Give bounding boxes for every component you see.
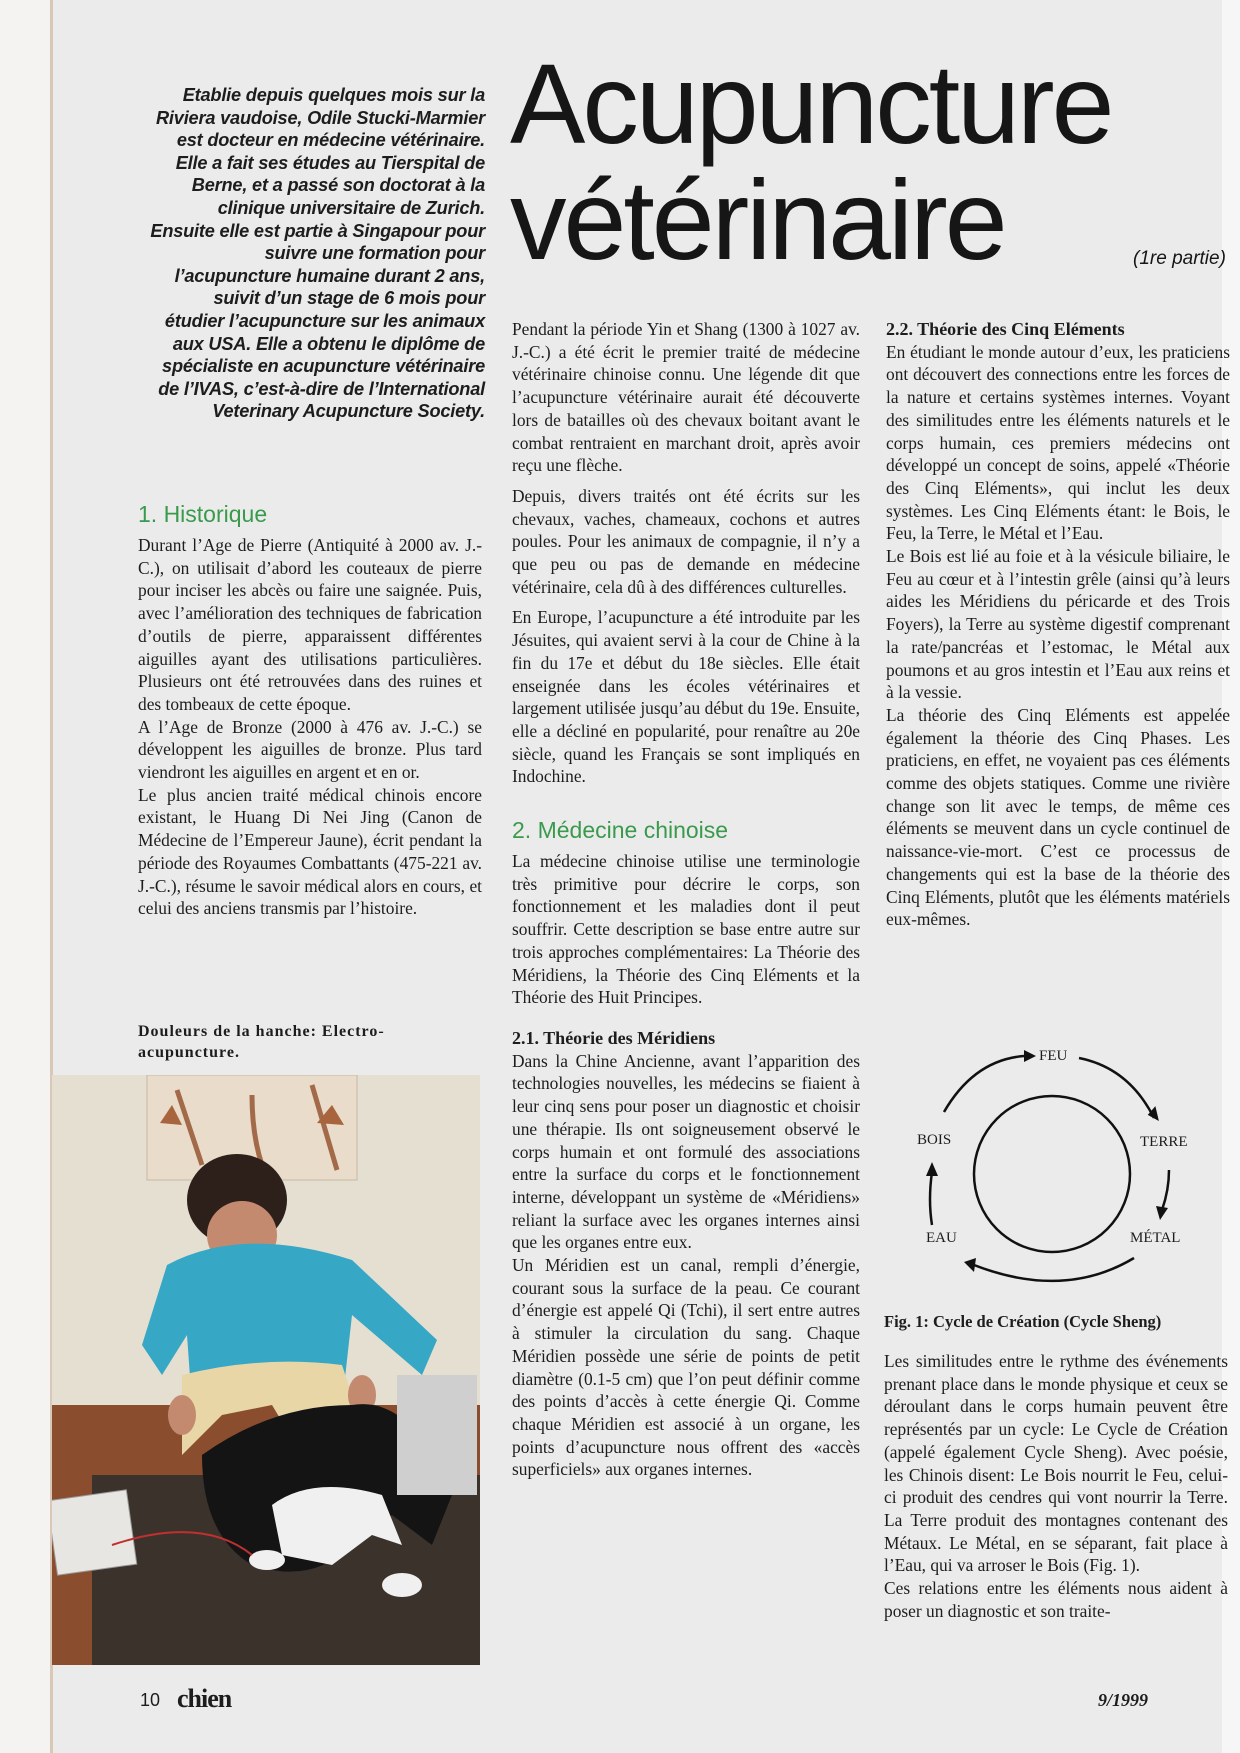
paragraph: Un Méridien est un canal, rempli d’énergie, courant sous la surface de la peau. Ce courant d’énergie est appelé Qi (Tchi), il sert entre autres à stimuler la circulation du sang. Chaque Méridien possède une série de points de petit diamètre (0.1-5 cm) que l’on peut définir comme des points d’accès à cette énergie Qi. Comme chaque Méridien est associé à un organe, les points d’acupuncture nous offrent des «accès superficiels» aux organes internes.	[512, 1255, 860, 1480]
label-terre: TERRE	[1140, 1134, 1188, 1150]
section-heading-historique: 1. Historique	[138, 501, 268, 527]
cycle-diagram	[884, 1040, 1234, 1300]
label-feu: FEU	[1039, 1048, 1068, 1064]
paragraph: Le Bois est lié au foie et à la vésicule biliaire, le Feu au cœur et à l’intestin grêle (ainsi qu’à leurs aides les Méridiens du péricarde et des Trois Foyers), la Terre au système digestif comprenant la rate/pancréas et l’estomac, le Métal aux poumons et au gros intestin et l’Eau aux reins et à la vessie.	[886, 546, 1230, 703]
paragraph: Le plus ancien traité médical chinois encore existant, le Huang Di Nei Jing (Canon de Médecine de l’Empereur Jaune), écrit pendant la période des Royaumes Combattants (475-221 av. J.-C.), résume le savoir médical alors en cours, et celui des anciens transmis par l’histoire.	[138, 784, 482, 919]
paragraph: A l’Age de Bronze (2000 à 476 av. J.-C.) se développent les aiguilles de bronze. Plus tard viendront les aiguilles en argent et en or.	[138, 716, 482, 783]
photo-caption: Douleurs de la hanche: Electro-acupuncture.	[138, 1023, 385, 1061]
author-intro: Etablie depuis quelques mois sur la Riviera vaudoise, Odile Stucki-Marmier est docteur en médecine vétérinaire. Elle a fait ses études au Tierspital de Berne, et a passé son doctorat à la clinique universitaire de Zurich. Ensuite elle est partie à Singapour pour suivre une formation pour l’acupuncture humaine durant 2 ans, suivit d’un stage de 6 mois pour étudier l’acupuncture sur les animaux aux USA. Elle a obtenu le diplôme de spécialiste en acupuncture vétérinaire de l’IVAS, c’est-à-dire de l’International Veterinary Acupuncture Society.	[150, 85, 485, 422]
paragraph: En étudiant le monde autour d’eux, les praticiens ont découvert des connections entre les forces de la nature et certains systèmes internes. Voyant des similitudes entre les éléments naturels et le corps humain, ces premiers médecins ont développé un concept de soins, appelé «Théorie des Cinq Eléments», qui inclut les deux systèmes. Les Cinq Eléments étant: le Bois, le Feu, la Terre, le Métal et l’Eau.	[886, 341, 1230, 544]
title-line-1: Acupuncture	[510, 41, 1112, 167]
acupuncture-photo	[52, 1075, 480, 1665]
page-number: 10	[140, 1690, 161, 1710]
right-column-top	[886, 318, 1230, 931]
paragraph: Les similitudes entre le rythme des événements prenant place dans le monde physique et ceux se déroulant dans le corps humain peuvent être représentés par un cycle: Le Cycle de Création (appelé également Cycle Sheng). Avec poésie, les Chinois disent: Le Bois nourrit le Feu, celui-ci produit des cendres qui vont nourrir la Terre. La Terre produit des montagnes contenant des Métaux. Le Métal, en se séparant, fait place à l’Eau, qui va arroser le Bois (Fig. 1).	[884, 1351, 1228, 1576]
paragraph: Dans la Chine Ancienne, avant l’apparition des technologies nouvelles, les médecins se fiaient à leur cinq sens pour poser un diagnostic et choisir une thérapie. Ils ont soigneusement observé le corps humain et ont formulé des associations entre la surface du corps et le fonctionnement interne, développant un système de «Méridiens» reliant la surface avec les organes internes ainsi que les organes entre eux.	[512, 1050, 860, 1253]
label-eau: EAU	[926, 1230, 957, 1246]
figure-caption: Fig. 1: Cycle de Création (Cycle Sheng)	[884, 1312, 1162, 1331]
paragraph: Depuis, divers traités ont été écrits sur les chevaux, vaches, chameaux, cochons et autres poules. Pour les animaux de compagnie, il n’y a que peu ou pas de demande en médecine vétérinaire, cela dû à des différences culturelles.	[512, 485, 860, 597]
left-margin	[0, 0, 53, 1753]
paragraph: Durant l’Age de Pierre (Antiquité à 2000 av. J.-C.), on utilisait d’abord les couteaux de pierre pour inciser les abcès ou faire une saignée. Puis, avec l’amélioration des techniques de fabrication d’outils de pierre, apparaissent différentes aiguilles ayant des utilisations particulières. Plusieurs ont été retrouvées dans des ruines et des tombeaux de cette époque.	[138, 535, 482, 714]
subsection-heading-meridiens: 2.1. Théorie des Méridiens	[512, 1027, 716, 1048]
paragraph: En Europe, l’acupuncture a été introduite par les Jésuites, qui avaient servi à la cour de Chine à la fin du 17e et début du 18e siècles. Elle était enseignée dans les écoles vétérinaires et largement utilisée jusqu’au début du 19e. Ensuite, elle a décliné en popularité, pour renaître au 20e siècle, quand les Français se sont impliqués en Indochine.	[512, 607, 860, 787]
section-heading-medecine-chinoise: 2. Médecine chinoise	[512, 817, 729, 844]
photo-illustration	[52, 1075, 480, 1665]
paragraph: Ces relations entre les éléments nous aident à poser un diagnostic et son traite-	[884, 1578, 1228, 1621]
label-metal: MÉTAL	[1130, 1230, 1181, 1246]
middle-column	[512, 318, 860, 1481]
label-bois: BOIS	[917, 1132, 952, 1148]
subsection-heading-cinq-elements: 2.2. Théorie des Cinq Eléments	[886, 319, 1125, 339]
magazine-logo: chien	[177, 1684, 232, 1713]
right-column-bottom	[884, 1350, 1228, 1622]
paragraph: Pendant la période Yin et Shang (1300 à 1027 av. J.-C.) a été écrit le premier traité de médecine vétérinaire chinoise connu. Une légende dit que l’acupuncture vétérinaire aurait été découverte lors de batailles où des chevaux boitant avant le combat rentraient en marchant droit, après avoir reçu une flèche.	[512, 319, 860, 476]
left-column	[138, 500, 482, 920]
sheng-cycle-figure	[884, 1040, 1234, 1300]
title-part: (1re partie)	[1133, 248, 1226, 269]
issue-date: 9/1999	[1098, 1690, 1149, 1710]
title-line-2: vétérinaire	[510, 157, 1005, 283]
paragraph: La médecine chinoise utilise une terminologie très primitive pour décrire le corps, son fonctionnement et les maladies dont il peut souffrir. Cette description se base entre autre sur trois approches complémentaires: La Théorie des Méridiens, la Théorie des Cinq Eléments et la Théorie des Huit Principes.	[512, 851, 860, 1008]
article-title	[510, 41, 1230, 283]
paragraph: La théorie des Cinq Eléments est appelée également la théorie des Cinq Phases. Les praticiens, en effet, ne voyaient pas ces éléments comme des objets statiques. Comme une rivière change son lit avec le temps, de même ces éléments se meuvent dans un cycle continuel de naissance-vie-mort. C’est ce processus de changements qui est la base de la théorie des Cinq Eléments, plutôt que les éléments matériels eux-mêmes.	[886, 704, 1230, 930]
